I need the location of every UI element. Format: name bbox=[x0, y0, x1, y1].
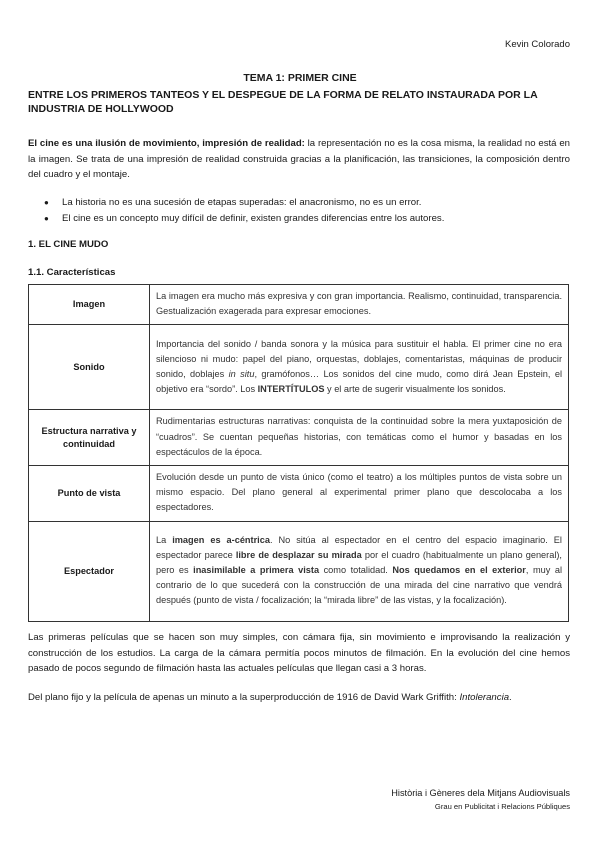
row-label: Imagen bbox=[29, 285, 150, 325]
characteristics-table bbox=[28, 284, 569, 622]
intro-paragraph bbox=[28, 136, 570, 183]
row-text: Evolución desde un punto de vista único (como el teatro) a los múltiples puntos de vista sobre un mismo espacio. Del plano general al experimental primer plano que descolocaba a los espectadores. bbox=[150, 466, 569, 522]
footer-course: Història i Gèneres dela Mitjans Audiovisuals bbox=[391, 788, 570, 798]
paragraph-griffith: Del plano fijo y la película de apenas un minuto a la superproducción de 1916 de David Wark Griffith: Intolerancia. bbox=[28, 692, 512, 703]
table-row bbox=[29, 521, 569, 621]
row-label: Espectador bbox=[29, 521, 150, 621]
row-label: Sonido bbox=[29, 325, 150, 410]
intro-bold: El cine es una ilusión de movimiento, impresión de realidad: bbox=[28, 138, 305, 149]
author-name: Kevin Colorado bbox=[505, 39, 570, 50]
row-text: La imagen es a-céntrica. No sitúa al espectador en el centro del espacio imaginario. El espectador parece libre de desplazar su mirada por el cuadro (habitualmente un plano general), pero es inasimilable a primera vista como totalidad. Nos quedamos en el exterior, muy al contrario de lo que sucederá con la construcción de una mirada del cine narrativo que vendrá después (punto de vista / focalización; la “mirada libre” de las vistas, y la focalización). bbox=[150, 521, 569, 621]
intro-text: la representación no es la cosa misma, la realidad no está en la imagen. Se trata de una impresión de realidad construida gracias a la planificación, las transiciones, la composición dentro del cuadro y el montaje. bbox=[28, 138, 570, 180]
table-row bbox=[29, 410, 569, 466]
paragraph-early-films: Las primeras películas que se hacen son muy simples, con cámara fija, sin movimiento e improvisando la realización y construcción de los estudios. La carga de la cámara permitía pocos minutos de filmación. En la evolución del cine hemos pasado de pocos segundo de filmación hasta las actuales películas que llegan casi a 3 horas. bbox=[28, 632, 570, 674]
row-text: Rudimentarias estructuras narrativas: conquista de la continuidad sobre la mera yuxtaposición de “cuadros”. Se cuentan pequeñas historias, con temáticas como el humor y basadas en los espectáculos de la época. bbox=[150, 410, 569, 466]
section-heading: 1. EL CINE MUDO bbox=[28, 239, 109, 250]
subsection-heading: 1.1. Características bbox=[28, 267, 116, 278]
bullet-list bbox=[48, 195, 570, 227]
row-label: Punto de vista bbox=[29, 466, 150, 522]
table-row bbox=[29, 285, 569, 325]
row-text: Importancia del sonido / banda sonora y la música para sustituir el habla. El primer cine no era silencioso ni mudo: papel del piano, orquestas, doblajes, comentaristas, máquinas de producir sonido, doblajes in situ, gramófonos… Los sonidos del cine mudo, como dirá Jean Epstein, el objetivo era “sordo”. Los INTERTÍTULOS y el arte de sugerir visualmente los sonidos. bbox=[150, 325, 569, 410]
page-title: TEMA 1: PRIMER CINE bbox=[243, 72, 357, 84]
footer-degree: Grau en Publicitat i Relacions Públiques bbox=[434, 802, 570, 811]
row-text: La imagen era mucho más expresiva y con gran importancia. Realismo, continuidad, transparencia. Gestualización exagerada para expresar emociones. bbox=[150, 285, 569, 325]
list-item: ● El cine es un concepto muy difícil de definir, existen grandes diferencias entre los autores. bbox=[48, 211, 570, 227]
table-row bbox=[29, 466, 569, 522]
row-label: Estructura narrativa y continuidad bbox=[29, 410, 150, 466]
table-row bbox=[29, 325, 569, 410]
list-item: ● La historia no es una sucesión de etapas superadas: el anacronismo, no es un error. bbox=[48, 195, 570, 211]
page-subtitle: ENTRE LOS PRIMEROS TANTEOS Y EL DESPEGUE DE LA FORMA DE RELATO INSTAURADA POR LA INDUSTRIA DE HOLLYWOOD bbox=[28, 89, 538, 115]
